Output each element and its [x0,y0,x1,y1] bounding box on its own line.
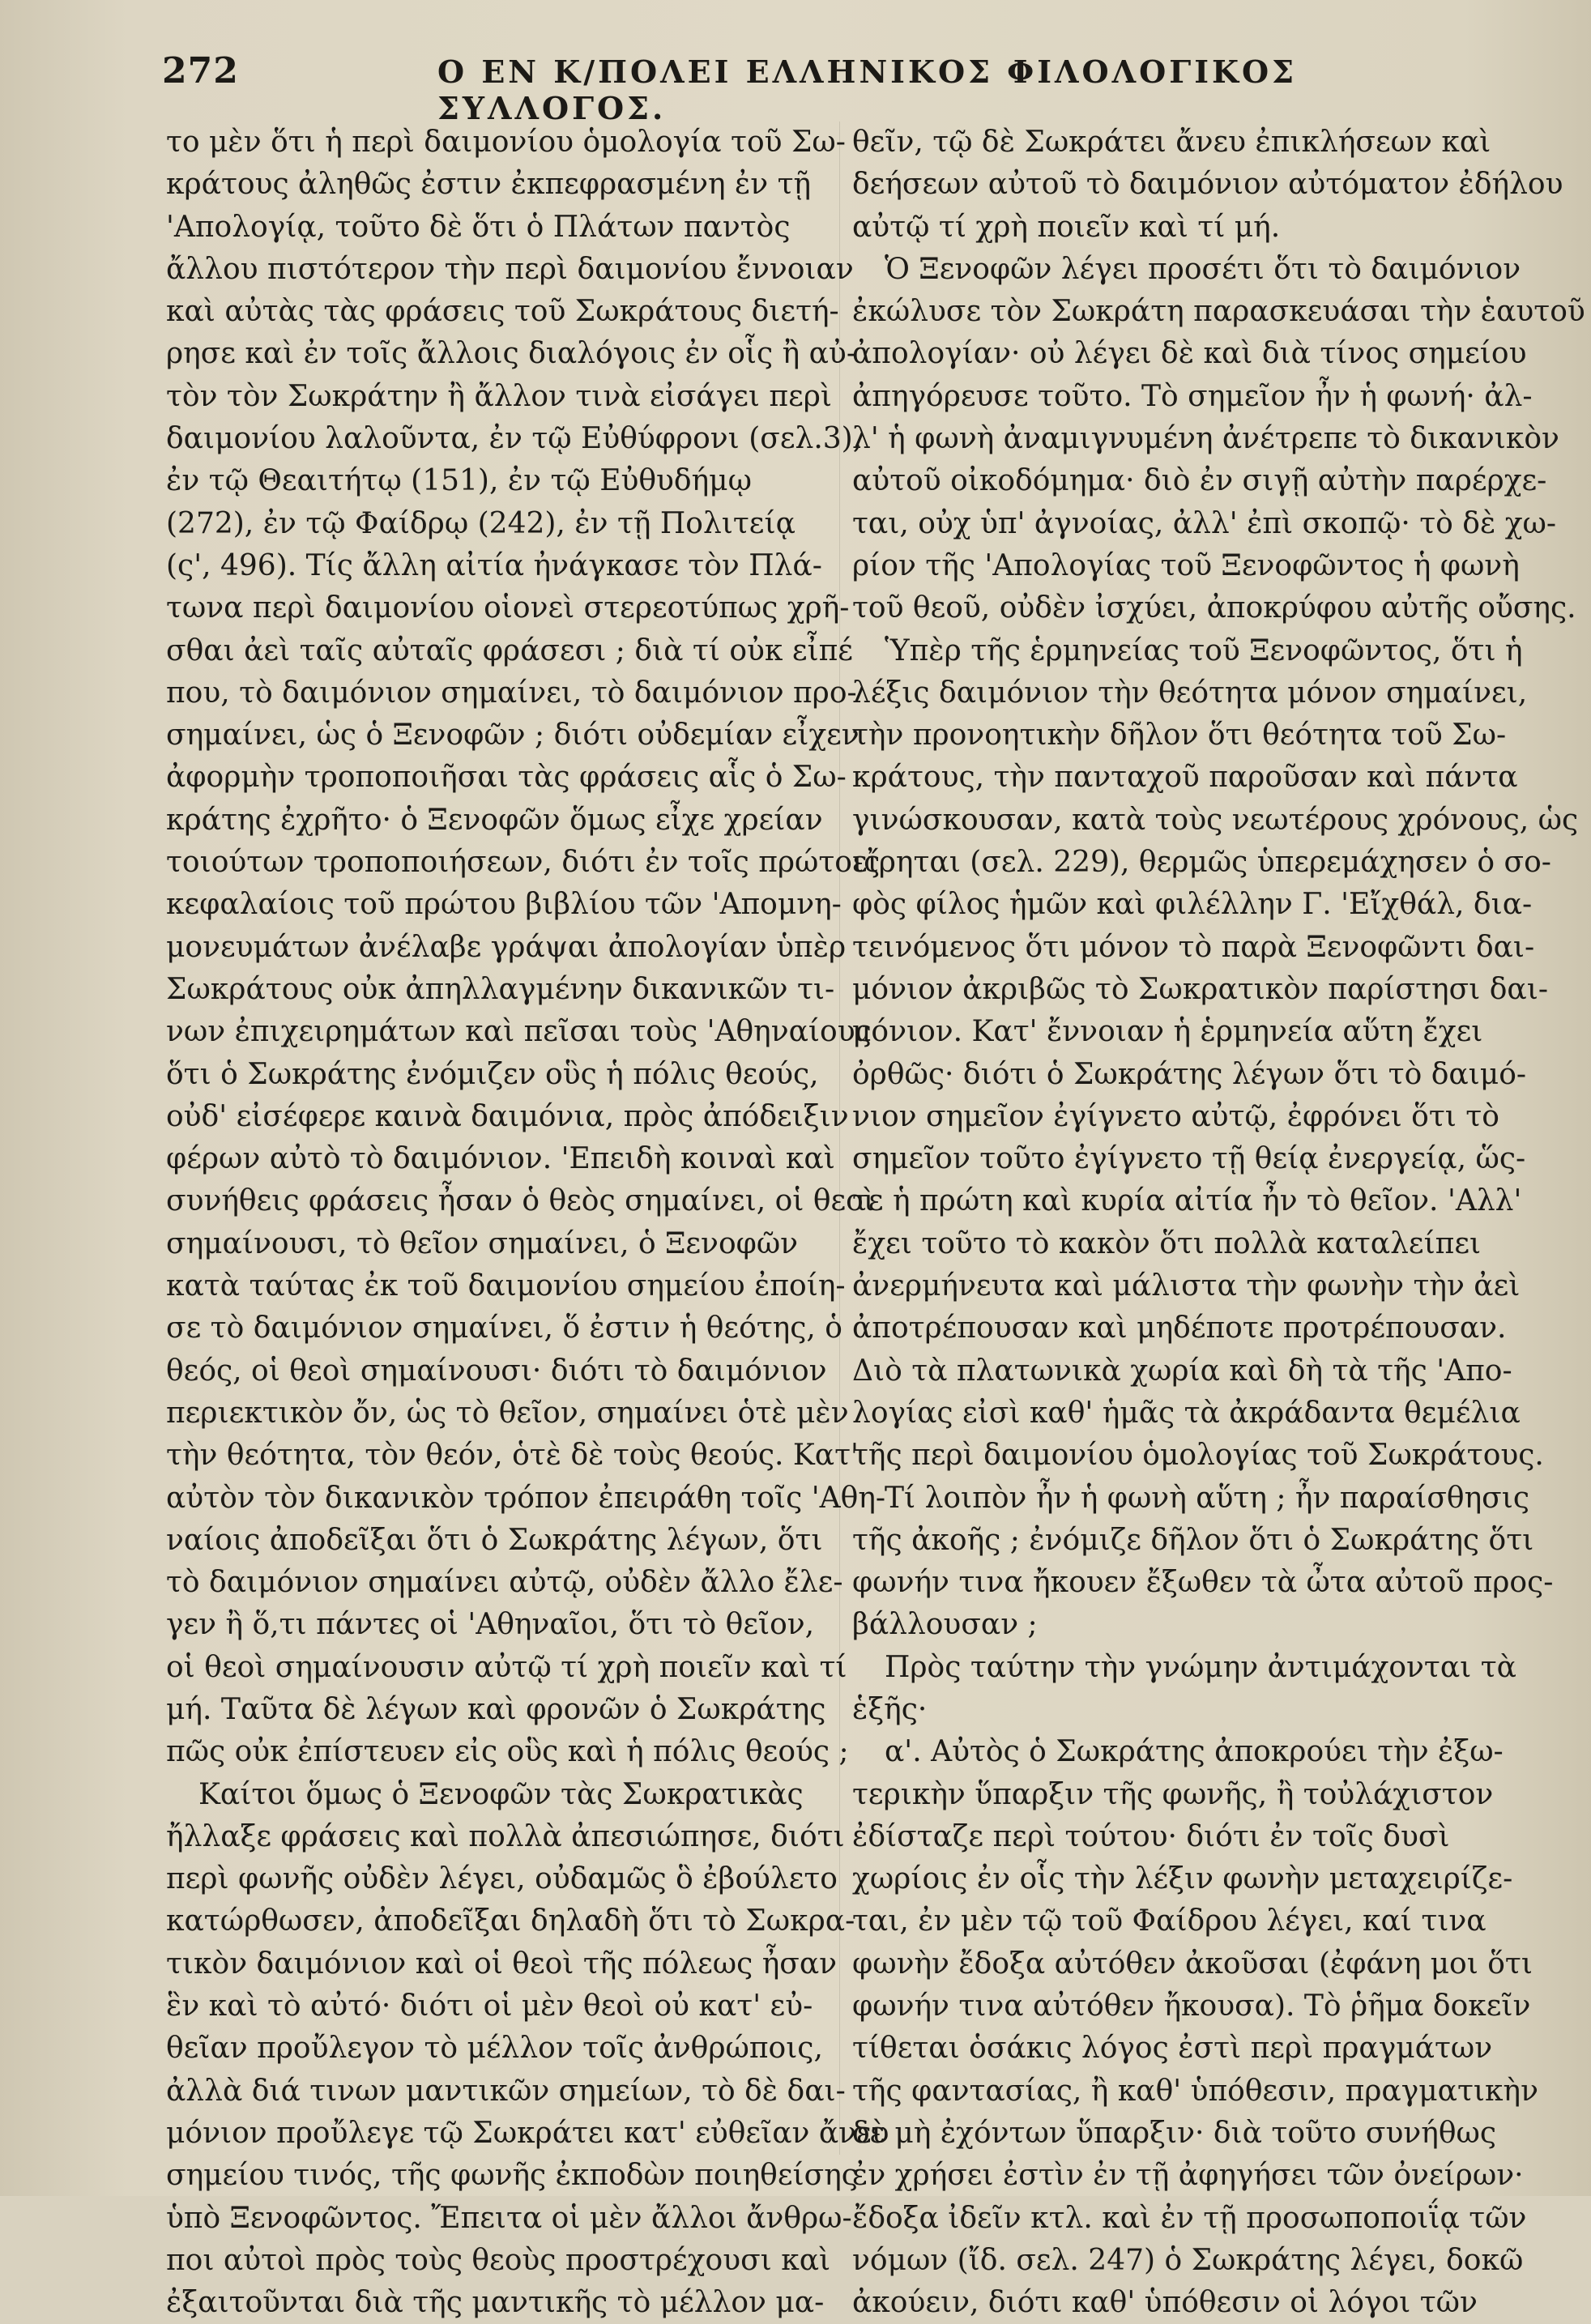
text-line: (272), ἐν τῷ Φαίδρῳ (242), ἐν τῇ Πολιτείᾳ [166,506,796,540]
text-line: χωρίοις ἐν οἷς τὴν λέξιν φωνὴν μεταχειρίζε- [852,1862,1513,1896]
text-line: κατὰ ταύτας ἐκ τοῦ δαιμονίου σημείου ἐποίη- [166,1269,846,1303]
text-line: Διὸ τὰ πλατωνικὰ χωρία καὶ δὴ τὰ τῆς 'Απο- [852,1354,1512,1388]
text-line: Σωκράτους οὐκ ἀπηλλαγμένην δικανικῶν τι- [166,972,835,1006]
text-line: Τί λοιπὸν ἦν ἡ φωνὴ αὕτη ; ἦν παραίσθησις [885,1481,1530,1515]
page-number: 272 [162,50,239,92]
text-line: αὐτῷ τί χρὴ ποιεῖν καὶ τί μή. [852,210,1281,244]
page-header [162,50,1523,126]
running-title: Ο ΕΝ Κ/ΠΟΛΕΙ ΕΛΛΗΝΙΚΟΣ ΦΙΛΟΛΟΓΙΚΟΣ ΣΥΛΛΟΓΟΣ. [437,53,1297,126]
text-line: οὐδ' εἰσέφερε καινὰ δαιμόνια, πρὸς ἀπόδειξιν [166,1099,849,1133]
text-line: α'. Αὐτὸς ὁ Σωκράτης ἀποκρούει τὴν ἐξω- [885,1735,1504,1769]
text-line: κράτης ἐχρῆτο· ὁ Ξενοφῶν ὅμως εἶχε χρείαν [166,803,823,837]
text-line: τῆς ἀκοῆς ; ἐνόμιζε δῆλον ὅτι ὁ Σωκράτης ὅτι [852,1523,1534,1557]
text-line: περὶ φωνῆς οὐδὲν λέγει, οὐδαμῶς ὃ ἐβούλετο [166,1862,838,1896]
text-line: αὐτοῦ οἰκοδόμημα· διὸ ἐν σιγῇ αὐτὴν παρέρχε- [852,464,1547,498]
text-line: ἐν τῷ Θεαιτήτῳ (151), ἐν τῷ Εὐθυδήμῳ [166,464,752,498]
text-line: σημείου τινός, τῆς φωνῆς ἐκποδὼν ποιηθείσης [166,2159,858,2193]
text-line: μή. Ταῦτα δὲ λέγων καὶ φρονῶν ὁ Σωκράτης [166,1692,826,1726]
text-line: ται, ἐν μὲν τῷ τοῦ Φαίδρου λέγει, καί τινα [852,1904,1486,1938]
text-line: νων ἐπιχειρημάτων καὶ πεῖσαι τοὺς 'Αθηναίους [166,1015,872,1049]
text-line: ρίον τῆς 'Απολογίας τοῦ Ξενοφῶντος ἡ φωνὴ [852,548,1520,582]
text-line: τὸ δαιμόνιον σημαίνει αὐτῷ, οὐδὲν ἄλλο ἔλε- [166,1566,843,1600]
text-line: ἀνερμήνευτα καὶ μάλιστα τὴν φωνὴν τὴν ἀεὶ [852,1269,1521,1303]
text-line: γινώσκουσαν, κατὰ τοὺς νεωτέρους χρόνους, ὡς [852,803,1579,837]
text-line: τωνα περὶ δαιμονίου οἱονεὶ στερεοτύπως χρῆ- [166,591,850,625]
text-line: (ς', 496). Τίς ἄλλη αἰτία ἠνάγκασε τὸν Πλά- [166,548,822,582]
text-line: δὲ μὴ ἐχόντων ὕπαρξιν· διὰ τοῦτο συνήθως [852,2116,1497,2150]
text-line: ἀπολογίαν· οὐ λέγει δὲ καὶ διὰ τίνος σημείου [852,337,1527,371]
text-line: ἑξῆς· [852,1692,928,1726]
text-line: ἐν χρήσει ἐστὶν ἐν τῇ ἀφηγήσει τῶν ὀνείρων· [852,2159,1524,2193]
text-line: ἄλλου πιστότερον τὴν περὶ δαιμονίου ἔννοιαν [166,252,854,286]
left-column [166,122,889,2324]
text-line: τῆς περὶ δαιμονίου ὁμολογίας τοῦ Σωκράτους. [852,1439,1544,1473]
text-line: ἓν καὶ τὸ αὐτό· διότι οἱ μὲν θεοὶ οὐ κατ' εὐ- [166,1989,813,2023]
text-line: φὸς φίλος ἡμῶν καὶ φιλέλλην Γ. 'Εἴχθάλ, δια- [852,888,1533,922]
text-line: περιεκτικὸν ὄν, ὡς τὸ θεῖον, σημαίνει ὁτὲ μὲν [166,1396,849,1430]
text-line: συνήθεις φράσεις ἦσαν ὁ θεὸς σημαίνει, οἱ θεοὶ [166,1184,875,1218]
text-line: ποι αὐτοὶ πρὸς τοὺς θεοὺς προστρέχουσι καὶ [166,2243,831,2277]
text-line: θεῖαν προὔλεγον τὸ μέλλον τοῖς ἀνθρώποις, [166,2032,823,2066]
text-line: 'Απολογίᾳ, τοῦτο δὲ ὅτι ὁ Πλάτων παντὸς [166,210,791,244]
text-line: φωνήν τινα αὐτόθεν ἤκουσα). Τὸ ῥῆμα δοκεῖν [852,1989,1531,2023]
text-line: κράτους, τὴν πανταχοῦ παροῦσαν καὶ πάντα [852,761,1518,795]
text-line: Ὁ Ξενοφῶν λέγει προσέτι ὅτι τὸ δαιμόνιον [885,252,1521,286]
text-line: κατώρθωσεν, ἀποδεῖξαι δηλαδὴ ὅτι τὸ Σωκρα- [166,1904,855,1938]
text-line: τὸν τὸν Σωκράτην ἢ ἄλλον τινὰ εἰσάγει περὶ [166,379,833,413]
text-line: Ὑπὲρ τῆς ἑρμηνείας τοῦ Ξενοφῶντος, ὅτι ἡ [885,633,1523,667]
text-line: θεός, οἱ θεοὶ σημαίνουσι· διότι τὸ δαιμόνιον [166,1354,827,1388]
text-line: τὴν προνοητικὴν δῆλον ὅτι θεότητα τοῦ Σω- [852,719,1507,753]
text-line: λέξις δαιμόνιον τὴν θεότητα μόνον σημαίνει, [852,676,1528,710]
text-line: κεφαλαίοις τοῦ πρώτου βιβλίου τῶν 'Απομνη- [166,888,842,922]
text-line: θεῖν, τῷ δὲ Σωκράτει ἄνευ ἐπικλήσεων καὶ [852,126,1491,159]
text-line: μόνιον ἀκριβῶς τὸ Σωκρατικὸν παρίστησι δαι- [852,972,1548,1006]
text-line: ἐδίσταζε περὶ τούτου· διότι ἐν τοῖς δυσὶ [852,1819,1450,1853]
text-line: ὀρθῶς· διότι ὁ Σωκράτης λέγων ὅτι τὸ δαιμό- [852,1057,1527,1091]
text-line: τοῦ θεοῦ, οὐδὲν ἰσχύει, ἀποκρύφου αὐτῆς οὔσης. [852,591,1576,625]
text-line: σε τὸ δαιμόνιον σημαίνει, ὅ ἐστιν ἡ θεότης, ὁ [166,1311,842,1345]
text-line: το μὲν ὅτι ἡ περὶ δαιμονίου ὁμολογία τοῦ Σω- [166,126,846,159]
text-line: Καίτοι ὅμως ὁ Ξενοφῶν τὰς Σωκρατικὰς [198,1777,804,1811]
text-line: που, τὸ δαιμόνιον σημαίνει, τὸ δαιμόνιον προ- [166,676,857,710]
text-line: ἀποτρέπουσαν καὶ μηδέποτε προτρέπουσαν. [852,1311,1507,1345]
text-line: νόμων (ἴδ. σελ. 247) ὁ Σωκράτης λέγει, δοκῶ [852,2243,1524,2277]
text-line: ἤλλαξε φράσεις καὶ πολλὰ ἀπεσιώπησε, διότι [166,1819,845,1853]
text-line: τὴν θεότητα, τὸν θεόν, ὁτὲ δὲ τοὺς θεούς. Κατ' [166,1439,859,1473]
text-line: μονευμάτων ἀνέλαβε γράψαι ἀπολογίαν ὑπὲρ [166,930,847,964]
text-line: ἀλλὰ διά τινων μαντικῶν σημείων, τὸ δὲ δαι- [166,2074,846,2108]
text-line: ὅτι ὁ Σωκράτης ἐνόμιζεν οὓς ἡ πόλις θεούς, [166,1057,819,1091]
text-line: σημαίνουσι, τὸ θεῖον σημαίνει, ὁ Ξενοφῶν [166,1226,799,1260]
text-line: τοιούτων τροποποιήσεων, διότι ἐν τοῖς πρώτοις [166,846,881,880]
text-line: ὑπὸ Ξενοφῶντος. Ἔπειτα οἱ μὲν ἄλλοι ἄνθρω- [166,2201,852,2235]
right-column [852,122,1585,2324]
text-line: νιον σημεῖον ἐγίγνετο αὐτῷ, ἐφρόνει ὅτι τὸ [852,1099,1499,1133]
text-line: εἴρηται (σελ. 229), θερμῶς ὑπερεμάχησεν ὁ σο- [852,846,1551,880]
text-line: λογίας εἰσὶ καθ' ἡμᾶς τὰ ἀκράδαντα θεμέλια [852,1396,1521,1430]
text-line: τίθεται ὁσάκις λόγος ἐστὶ περὶ πραγμάτων [852,2032,1493,2066]
text-line: αὐτὸν τὸν δικανικὸν τρόπον ἐπειράθη τοῖς 'Αθη- [166,1481,886,1515]
text-line: βάλλουσαν ; [852,1608,1038,1642]
text-line: δαιμονίου λαλοῦντα, ἐν τῷ Εὐθύφρονι (σελ.3), [166,422,863,456]
text-line: ἐξαιτοῦνται διὰ τῆς μαντικῆς τὸ μέλλον μα- [166,2286,825,2320]
text-line: Πρὸς ταύτην τὴν γνώμην ἀντιμάχονται τὰ [885,1650,1516,1684]
text-line: τεινόμενος ὅτι μόνον τὸ παρὰ Ξενοφῶντι δαι- [852,930,1535,964]
text-line: τε ἡ πρώτη καὶ κυρία αἰτία ἦν τὸ θεῖον. 'Αλλ' [852,1184,1522,1218]
text-line: σημεῖον τοῦτο ἐγίγνετο τῇ θείᾳ ἐνεργείᾳ, ὥς- [852,1142,1526,1176]
text-line: ἔδοξα ἰδεῖν κτλ. καὶ ἐν τῇ προσωποποιΐᾳ τῶν [852,2201,1527,2235]
text-line: τερικὴν ὕπαρξιν τῆς φωνῆς, ἢ τοὐλάχιστον [852,1777,1494,1811]
text-line: ρησε καὶ ἐν τοῖς ἄλλοις διαλόγοις ἐν οἷς ἢ αὐ- [166,337,856,371]
text-line: ναίοις ἀποδεῖξαι ὅτι ὁ Σωκράτης λέγων, ὅτι [166,1523,823,1557]
text-line: ται, οὐχ ὑπ' ἀγνοίας, ἀλλ' ἐπὶ σκοπῷ· τὸ δὲ χω- [852,506,1557,540]
text-line: ἔχει τοῦτο τὸ κακὸν ὅτι πολλὰ καταλείπει [852,1226,1482,1260]
text-line: καὶ αὐτὰς τὰς φράσεις τοῦ Σωκράτους διετή- [166,295,839,329]
text-line: σθαι ἀεὶ ταῖς αὐταῖς φράσεσι ; διὰ τί οὐκ εἶπέ [166,633,853,667]
text-line: τῆς φαντασίας, ἢ καθ' ὑπόθεσιν, πραγματικὴν [852,2074,1538,2108]
text-line: δεήσεων αὐτοῦ τὸ δαιμόνιον αὐτόματον ἐδήλου [852,168,1563,202]
text-line: ἀφορμὴν τροποποιῆσαι τὰς φράσεις αἷς ὁ Σω- [166,761,847,795]
text-line: τικὸν δαιμόνιον καὶ οἱ θεοὶ τῆς πόλεως ἦσαν [166,1947,838,1981]
text-line: λ' ἡ φωνὴ ἀναμιγνυμένη ἀνέτρεπε τὸ δικανικὸν [852,422,1559,456]
text-line: πῶς οὐκ ἐπίστευεν εἰς οὓς καὶ ἡ πόλις θεούς ; [166,1735,849,1769]
text-line: γεν ἢ ὅ,τι πάντες οἱ 'Αθηναῖοι, ὅτι τὸ θεῖον, [166,1608,815,1642]
text-line: κράτους ἀληθῶς ἐστιν ἐκπεφρασμένη ἐν τῇ [166,168,812,202]
text-line: φέρων αὐτὸ τὸ δαιμόνιον. 'Επειδὴ κοιναὶ καὶ [166,1142,835,1176]
text-line: οἱ θεοὶ σημαίνουσιν αὐτῷ τί χρὴ ποιεῖν καὶ τί [166,1650,847,1684]
text-line: φωνὴν ἔδοξα αὐτόθεν ἀκοῦσαι (ἐφάνη μοι ὅτι [852,1947,1533,1981]
text-line: μόνιον προὔλεγε τῷ Σωκράτει κατ' εὐθεῖαν ἄνευ [166,2116,889,2150]
text-line: ἀπηγόρευσε τοῦτο. Τὸ σημεῖον ἦν ἡ φωνή· ἀλ- [852,379,1533,413]
text-line: μόνιον. Κατ' ἔννοιαν ἡ ἑρμηνεία αὕτη ἔχει [852,1015,1483,1049]
text-line: φωνήν τινα ἤκουεν ἔξωθεν τὰ ὦτα αὐτοῦ προς- [852,1566,1554,1600]
text-line: σημαίνει, ὡς ὁ Ξενοφῶν ; διότι οὐδεμίαν εἶχεν [166,719,859,753]
text-line: ἀκούειν, διότι καθ' ὑπόθεσιν οἱ λόγοι τῶν [852,2286,1478,2320]
text-line: ἐκώλυσε τὸν Σωκράτη παρασκευάσαι τὴν ἑαυτοῦ [852,295,1585,329]
